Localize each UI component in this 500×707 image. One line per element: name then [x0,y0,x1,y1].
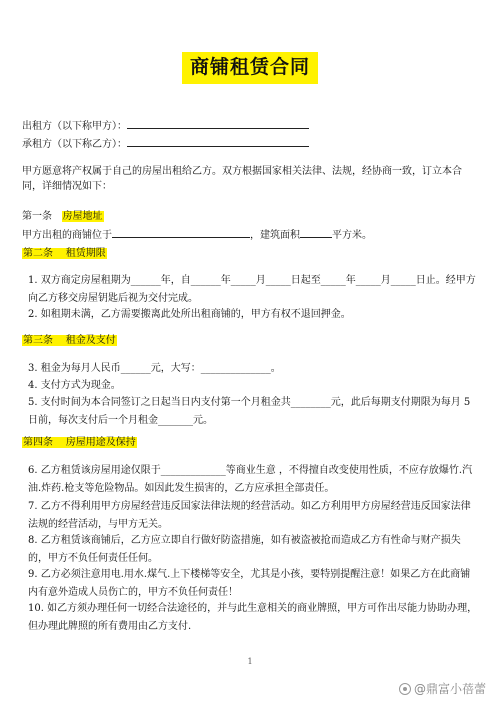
watermark-text: @鼎富小蓓蕾 [413,682,486,696]
clause-3: 3. 租金为每月人民币______元，大写：______________。 [28,363,281,374]
article-3-number: 第三条 [23,335,53,346]
article-1-text-c: 平方米。 [332,230,372,241]
lessee-line [22,137,309,152]
article-4-title: 房屋用途及保持 [65,437,136,448]
lessor-label: 出租方（以下称甲方）： [22,121,127,132]
document-title: 商铺租赁合同 [182,52,318,84]
lessee-label: 承租方（以下称乙方）： [22,139,127,150]
article-1-text-a: 甲方出租的商铺位于 [22,230,112,241]
area-blank [300,228,332,238]
lessee-blank [127,137,309,147]
lessor-line [22,119,309,134]
watermark-logo-icon [399,683,411,695]
page-number: 1 [247,657,253,666]
clause-6: 6. 乙方租赁该房屋用途仅限于_____________等商业生意 ，不得擅自改变使用性质，不应存放爆竹.汽油.炸药.枪支等危险物品。如因此发生损害的，乙方应承担全部责任。 [28,465,473,494]
article-1-text-b: ，建筑面积 [250,230,300,241]
article-1-title: 房屋地址 [62,211,103,222]
watermark [399,680,486,697]
intro-paragraph: 甲方愿意将产权属于自己的房屋出租给乙方。双方根据国家相关法律、法规，经协商一致，订立本合同，详细情况如下： [22,166,462,192]
article-3-title: 租金及支付 [65,335,116,346]
clause-7: 7. 乙方不得利用甲方房屋经营违反国家法律法规的经营活动。如乙方利用甲方房屋经营违反国家法律法规的经营活动，与甲方无关。 [28,501,471,530]
clause-4: 4. 支付方式为现金。 [28,380,121,391]
article-1-heading [22,210,104,224]
clause-1: 1. 双方商定房屋租期为______年，自______年_____月_____日起至_____年_____月_____日止。经甲方向乙方移交房屋钥匙后视为交付完成。 [28,275,476,304]
address-blank [112,228,250,238]
article-2-heading-hl [22,248,107,259]
lessor-blank [127,119,309,129]
article-3-heading-hl [22,335,117,346]
article-4-number: 第四条 [23,437,53,448]
clause-8: 8. 乙方租赁该商铺后，乙方应立即自行做好防盗措施，如有被盗被抢而造成乙方有性命与财产损失的，甲方不负任何责任任何。 [28,535,461,564]
clause-2: 2. 如租期未满，乙方需要搬离此处所出租商铺的，甲方有权不退回押金。 [28,309,351,320]
article-4-heading-hl [22,437,137,448]
article-3-heading [22,334,117,348]
article-2-title: 租赁期限 [65,248,106,259]
article-2-heading [22,247,107,261]
article-1-number: 第一条 [22,211,52,222]
article-4-heading [22,436,137,450]
clause-9: 9. 乙方必须注意用电.用水.煤气.上下楼梯等安全，尤其是小孩，要特别提醒注意！如果乙方在此商铺内有意外造成人员伤亡的，甲方不负任何责任！ [28,569,471,598]
title-wrap [0,52,500,84]
clause-5: 5. 支付时间为本合同签订之日起当日内支付第一个月租金共________元，此后每期支付期限为每月 5 日前，每次支付后一个月租金_______元。 [28,397,471,426]
article-1-text [22,228,372,243]
article-2-number: 第二条 [23,248,53,259]
clause-10: 10. 如乙方须办理任何一切经合法途径的，并与此生意相关的商业牌照，甲方可作出尽能力协助办理，但办理此牌照的所有费用由乙方支付. [28,603,478,632]
